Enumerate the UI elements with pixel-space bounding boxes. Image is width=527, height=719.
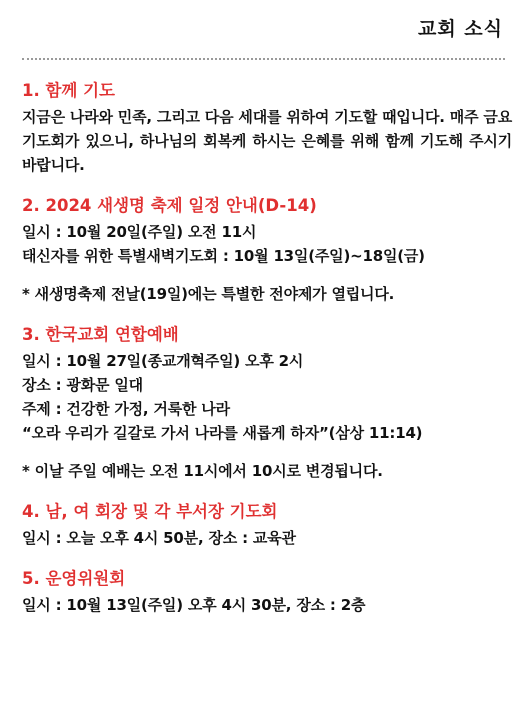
news-section-festival xyxy=(22,195,512,306)
title-divider xyxy=(22,58,505,60)
section-heading: 2. 2024 새생명 축제 일정 안내(D-14) xyxy=(22,196,317,215)
section-line: 일시 : 10월 20일(주일) 오전 11시 xyxy=(22,223,257,241)
section-heading: 4. 남, 여 회장 및 각 부서장 기도회 xyxy=(22,502,278,521)
section-line: 태신자를 위한 특별새벽기도회 : 10월 13일(주일)~18일(금) xyxy=(22,247,425,265)
section-heading: 1. 함께 기도 xyxy=(22,81,115,100)
section-line: 일시 : 오늘 오후 4시 50분, 장소 : 교육관 xyxy=(22,529,296,547)
section-heading: 3. 한국교회 연합예배 xyxy=(22,325,179,344)
section-line: 장소 : 광화문 일대 xyxy=(22,376,143,394)
news-content xyxy=(22,80,512,635)
section-line: 주제 : 건강한 가정, 거룩한 나라 xyxy=(22,400,230,418)
section-text: 지금은 나라와 민족, 그리고 다음 세대를 위하여 기도할 때입니다. 매주 금요 기도회가 있으니, 하나님의 회복케 하시는 은혜를 위해 함께 기도해 주시기 바랍니다. xyxy=(22,108,512,174)
section-line: 일시 : 10월 13일(주일) 오후 4시 30분, 장소 : 2층 xyxy=(22,596,366,614)
news-section-committee xyxy=(22,568,512,617)
news-section-prayer xyxy=(22,80,512,177)
section-line: “오라 우리가 길갈로 가서 나라를 새롭게 하자”(삼상 11:14) xyxy=(22,424,423,442)
section-heading: 5. 운영위원회 xyxy=(22,569,126,588)
page-title: 교회 소식 xyxy=(417,18,503,40)
news-section-leaders-prayer xyxy=(22,501,512,550)
section-note: * 새생명축제 전날(19일)에는 특별한 전야제가 열립니다. xyxy=(22,285,395,303)
news-section-joint-worship xyxy=(22,324,512,483)
section-note: * 이날 주일 예배는 오전 11시에서 10시로 변경됩니다. xyxy=(22,462,383,480)
section-line: 일시 : 10월 27일(종교개혁주일) 오후 2시 xyxy=(22,352,304,370)
